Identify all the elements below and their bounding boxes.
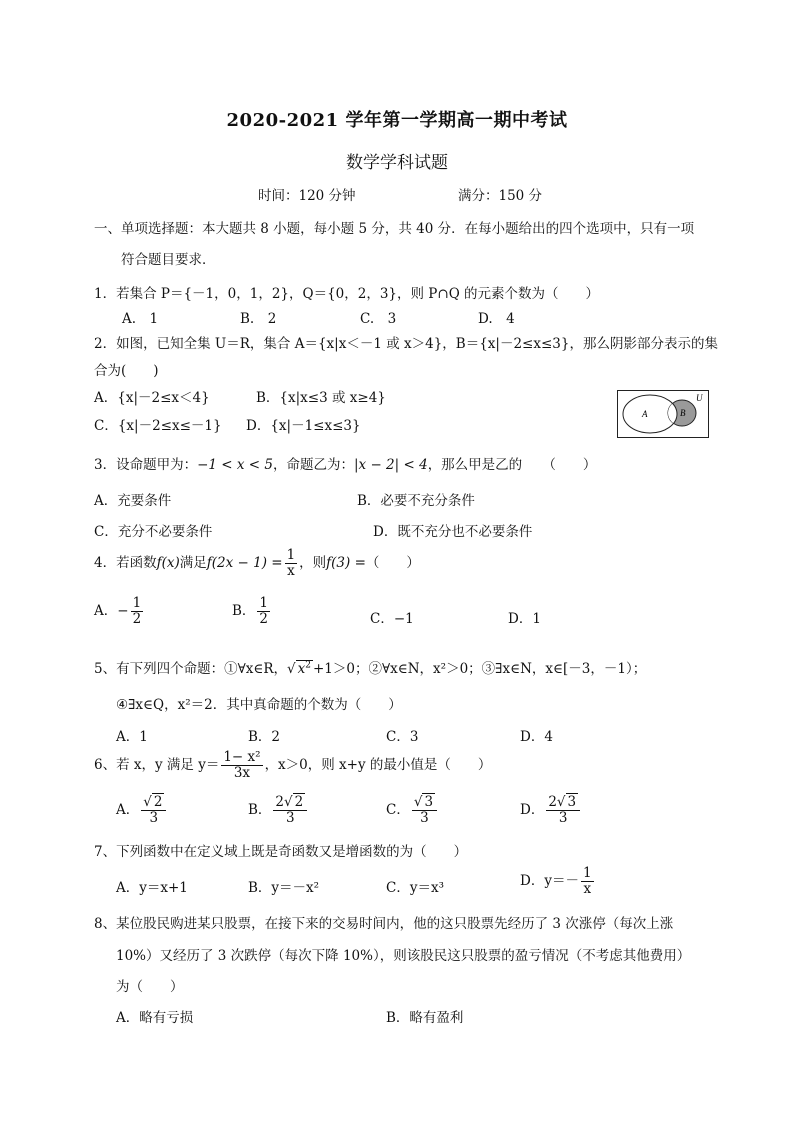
- q7-option-d-den: x: [583, 880, 592, 897]
- page-subtitle: 数学学科试题: [346, 153, 448, 173]
- q4-stem-part-c: ，则: [299, 554, 327, 571]
- q5-option-b: B．2: [248, 729, 281, 745]
- question-4-stem: [94, 548, 420, 579]
- q4-fraction: [285, 548, 298, 579]
- question-8-stem-cont: 10%）又经历了 3 次跌停（每次下降 10%），则该股民这只股票的盈亏情况（不考虑其他费用）: [116, 948, 691, 964]
- q4-option-c: C．−1: [370, 611, 414, 627]
- q6-option-d: D． $\frac{2√ 3}{3}$: [520, 795, 582, 826]
- q6-fraction-num: 1− x²: [223, 749, 261, 765]
- q4-function: f(x): [156, 554, 180, 571]
- question-7-stem: 7、下列函数中在定义域上既是奇函数又是增函数的为（ ）: [94, 844, 468, 860]
- q5-radicand: x: [297, 661, 306, 677]
- q3-option-d: D．既不充分也不必要条件: [373, 524, 533, 540]
- q3-option-c: C．充分不必要条件: [94, 524, 213, 540]
- q6-option-a-den: 3: [149, 809, 159, 826]
- q4-option-b-num: 1: [259, 595, 269, 611]
- q6-option-b-coef: 2: [275, 794, 285, 810]
- question-3-stem: [94, 453, 596, 473]
- venn-diagram: [617, 390, 709, 438]
- q4-option-b-den: 2: [259, 610, 269, 627]
- q6-stem-part-a: 6、若 x，y 满足 y＝: [94, 756, 220, 773]
- q4-option-a-label: A．: [94, 602, 118, 619]
- q3-option-b: B．必要不充分条件: [357, 493, 475, 509]
- q4-option-a: [94, 596, 145, 627]
- q6-option-a-label: A．: [116, 801, 140, 818]
- q7-option-a: A．y＝x+1: [116, 880, 188, 896]
- page-title: 2020-2021 学年第一学期高一期中考试: [226, 110, 568, 131]
- q4-fraction-den: x: [287, 562, 295, 579]
- q7-option-b: B．y＝－x²: [248, 880, 320, 896]
- q4-stem-part-b: 满足: [179, 554, 207, 571]
- q4-option-b: [232, 596, 272, 627]
- q5-option-d: D．4: [520, 729, 553, 745]
- q8-option-b: B．略有盈利: [386, 1010, 464, 1026]
- q6-fraction-den: 3x: [233, 764, 251, 781]
- q6-option-b-den: 3: [286, 809, 295, 826]
- q5-option-c: C．3: [386, 729, 419, 745]
- section-heading-cont: 符合题目要求．: [121, 252, 216, 268]
- q3-stem-part-c: ，那么甲是乙的 （ ）: [427, 457, 597, 473]
- q4-f3: f(3) =: [326, 554, 366, 571]
- q3-condition-2: |x − 2| < 4: [354, 457, 428, 473]
- q4-option-a-sign: −: [117, 602, 129, 619]
- q3-stem-part-b: ，命题乙为：: [273, 457, 354, 473]
- q7-option-d: [520, 866, 596, 897]
- q6-option-b-num: 2: [294, 794, 304, 810]
- q3-stem-part-a: 3．设命题甲为：: [94, 457, 198, 473]
- q6-option-b: B． $\frac{2√ 2}{3}$: [248, 795, 309, 826]
- question-6-stem: [94, 750, 491, 781]
- question-8-stem-cont-2: 为（ ）: [116, 979, 184, 995]
- q7-option-d-label: D．y＝－: [520, 872, 579, 889]
- question-2-stem-cont: 合为( ): [94, 363, 159, 379]
- exam-time: 时间：120 分钟: [258, 188, 356, 204]
- q1-option-b: B. 2: [240, 311, 277, 327]
- q5-stem-part-a: 5、有下列四个命题：①∀x∈R，: [94, 661, 288, 677]
- q2-option-c: C．{x|－2≤x≤－1}: [94, 418, 222, 434]
- venn-label-b: B: [680, 408, 686, 418]
- q7-option-d-num: 1: [582, 865, 592, 881]
- q2-option-b: B．{x|x≤3 或 x≥4}: [256, 390, 386, 406]
- question-1-stem: 1．若集合 P＝{－1，0，1，2}，Q＝{0，2，3}，则 P∩Q 的元素个数为（ ）: [94, 286, 600, 302]
- q4-option-a-den: 2: [132, 610, 142, 627]
- q2-option-a: A．{x|－2≤x＜4}: [94, 390, 210, 406]
- section-heading: 一、单项选择题：本大题共 8 小题，每小题 5 分，共 40 分．在每小题给出的四个选项中，只有一项: [94, 221, 695, 237]
- q5-exponent: 2: [305, 660, 311, 671]
- q3-condition-1: −1 < x < 5: [197, 457, 273, 473]
- q1-option-c: C. 3: [360, 311, 397, 327]
- q5-option-a: A．1: [116, 729, 148, 745]
- q7-option-c: C．y＝x³: [386, 880, 444, 896]
- q1-option-d: D. 4: [478, 311, 515, 327]
- q6-option-d-den: 3: [558, 809, 568, 826]
- q4-stem-part-d: （ ）: [365, 554, 420, 571]
- q6-option-a-num: 2: [153, 794, 163, 810]
- q2-option-d: D．{x|－1≤x≤3}: [246, 418, 361, 434]
- q6-option-b-label: B．: [248, 801, 272, 818]
- q4-option-a-num: 1: [132, 595, 142, 611]
- q6-option-c-label: C．: [386, 801, 410, 818]
- venn-label-u: U: [696, 393, 703, 403]
- exam-score: 满分：150 分: [458, 188, 543, 204]
- q4-fraction-num: 1: [286, 547, 296, 563]
- q6-option-c-num: 3: [424, 794, 434, 810]
- q3-option-a: A．充要条件: [94, 493, 172, 509]
- venn-label-a: A: [642, 409, 648, 419]
- q5-sqrt: √ $x^2$: [287, 660, 311, 677]
- q6-option-d-coef: 2: [548, 794, 557, 810]
- question-8-stem: 8、某位股民购进某只股票，在接下来的交易时间内，他的这只股票先经历了 3 次涨停（每次上涨: [94, 916, 674, 932]
- q6-stem-part-b: ，x＞0，则 x+y 的最小值是（ ）: [264, 756, 492, 773]
- q8-option-a: A．略有亏损: [116, 1010, 194, 1026]
- q4-lhs: f(2x − 1) =: [206, 554, 283, 571]
- q6-option-d-label: D．: [520, 801, 545, 818]
- question-5-stem: [94, 657, 646, 677]
- q4-stem-part-a: 4．若函数: [94, 554, 157, 571]
- q4-option-b-label: B．: [232, 602, 256, 619]
- q6-option-d-num: 3: [567, 794, 577, 810]
- q6-option-a: A． $\frac{√ 2}{3}$: [116, 795, 168, 826]
- question-2-stem: 2．如图，已知全集 U＝R，集合 A＝{x|x＜－1 或 x＞4}，B＝{x|－2≤x≤3}，那么阴影部分表示的集: [94, 336, 718, 352]
- q6-option-c-den: 3: [420, 809, 429, 826]
- q4-option-d: D．1: [508, 611, 541, 627]
- q1-option-a: A. 1: [122, 311, 159, 327]
- q5-stem-part-b: +1＞0；②∀x∈N，x²＞0；③∃x∈N，x∈[－3，－1）；: [312, 661, 647, 677]
- question-5-stem-cont: ④∃x∈Q，x²＝2．其中真命题的个数为（ ）: [116, 697, 402, 713]
- q6-option-c: C． $\frac{√ 3}{3}$: [386, 795, 439, 826]
